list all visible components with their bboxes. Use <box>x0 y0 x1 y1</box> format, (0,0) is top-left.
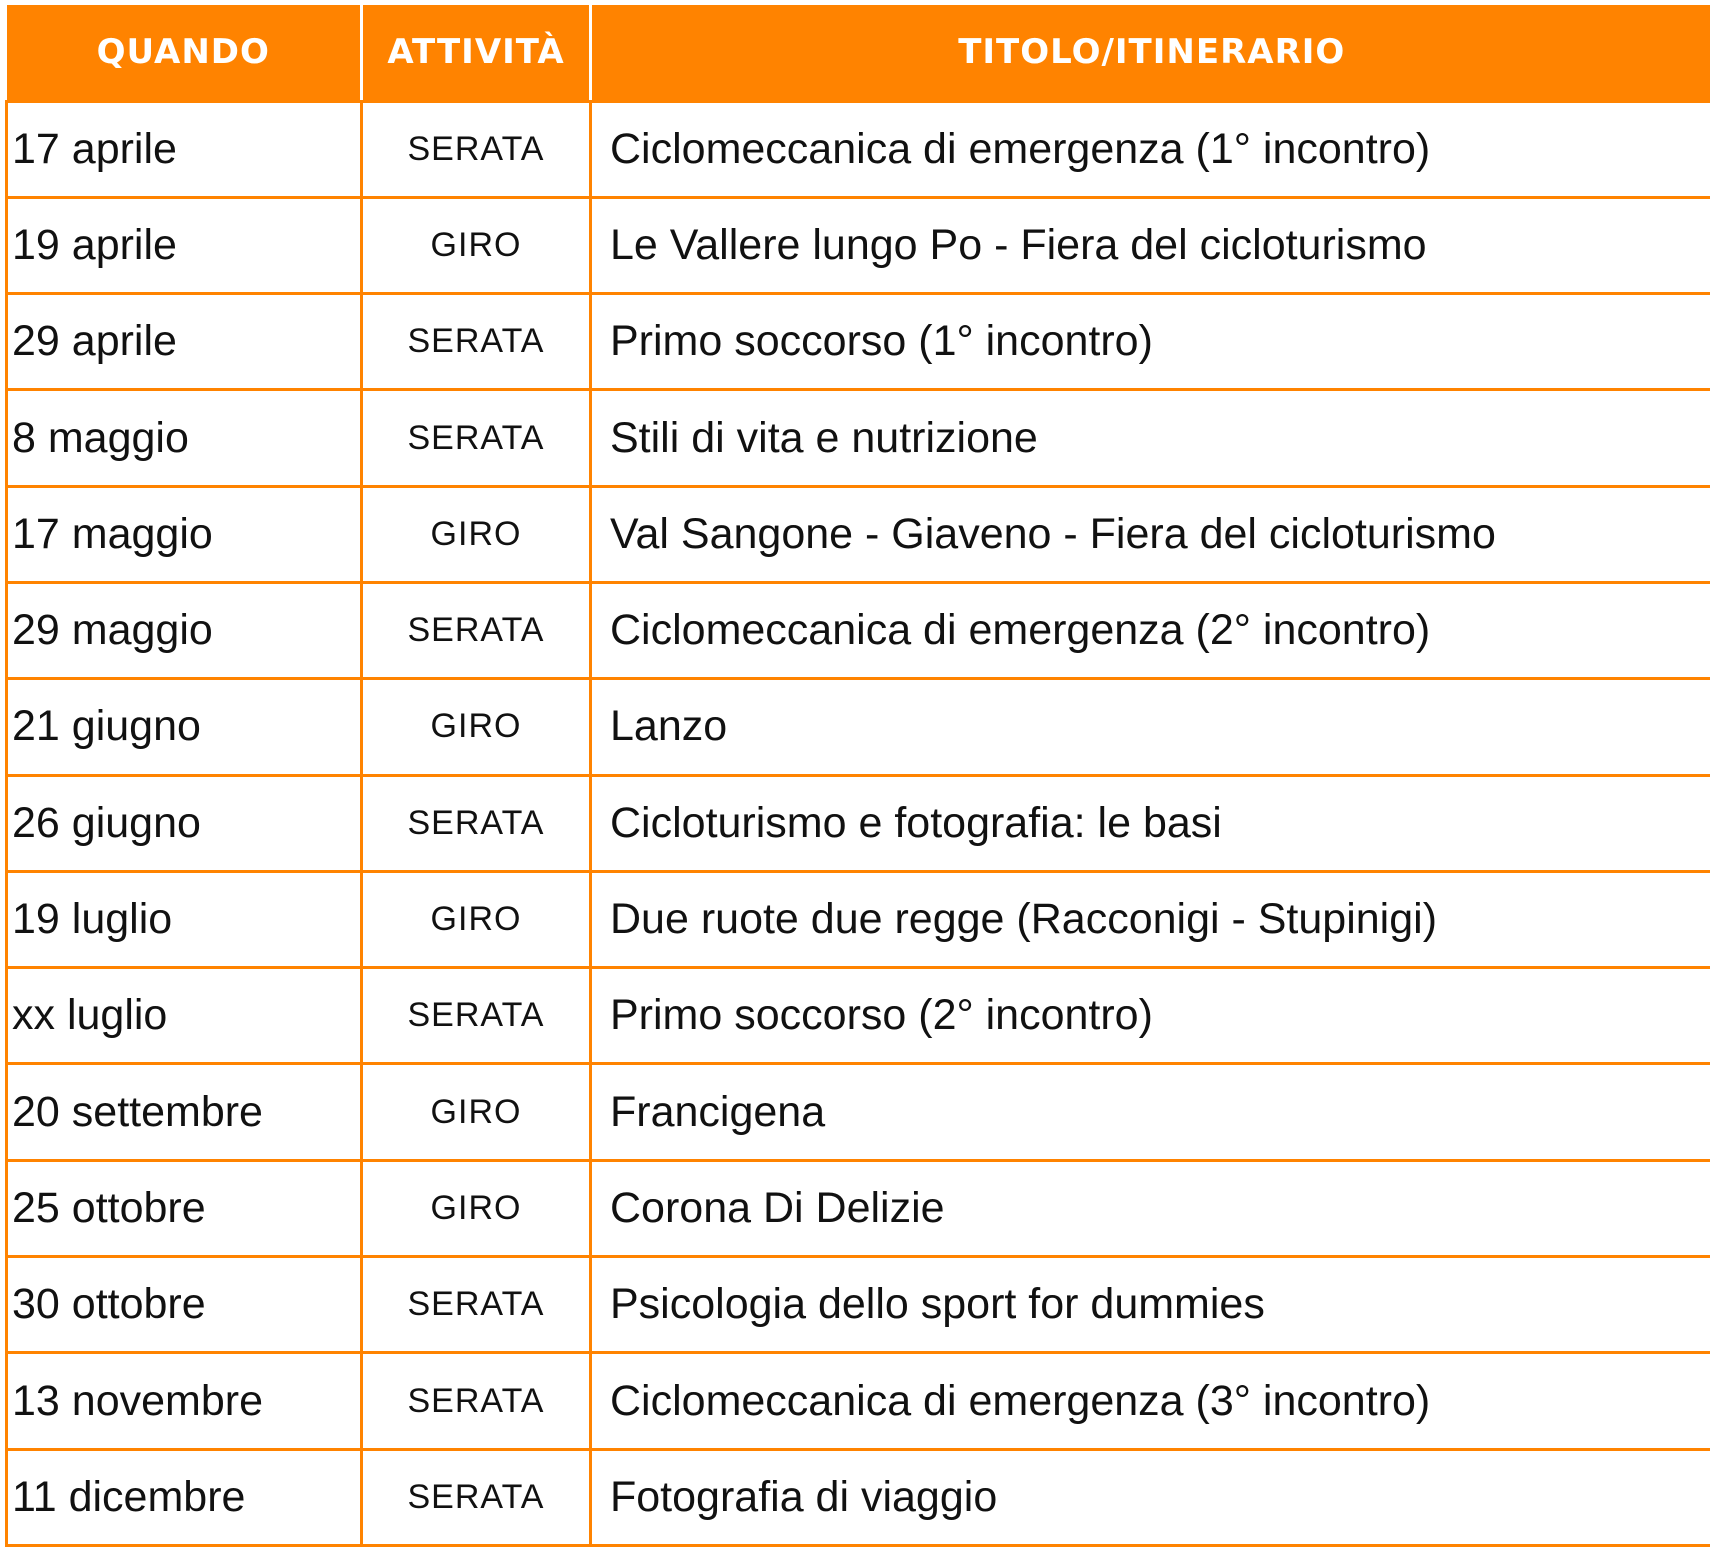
cell-activity: SERATA <box>362 1449 591 1545</box>
table-row <box>7 679 1710 775</box>
cell-activity: GIRO <box>362 1160 591 1256</box>
table-row <box>7 582 1710 678</box>
table-row <box>7 968 1710 1064</box>
header-activity: ATTIVITÀ <box>362 5 591 101</box>
cell-when: xx luglio <box>7 968 362 1064</box>
cell-activity: GIRO <box>362 679 591 775</box>
table-row <box>7 1449 1710 1545</box>
table-row <box>7 871 1710 967</box>
cell-activity: SERATA <box>362 968 591 1064</box>
cell-when: 29 maggio <box>7 582 362 678</box>
cell-title: Primo soccorso (1° incontro) <box>591 294 1710 390</box>
header-row <box>7 5 1710 101</box>
table-row <box>7 101 1710 197</box>
cell-when: 26 giugno <box>7 775 362 871</box>
cell-title: Val Sangone - Giaveno - Fiera del cicloturismo <box>591 486 1710 582</box>
cell-when: 21 giugno <box>7 679 362 775</box>
cell-when: 30 ottobre <box>7 1257 362 1353</box>
cell-activity: GIRO <box>362 1064 591 1160</box>
cell-activity: SERATA <box>362 1257 591 1353</box>
cell-title: Corona Di Delizie <box>591 1160 1710 1256</box>
cell-title: Due ruote due regge (Racconigi - Stupinigi) <box>591 871 1710 967</box>
table-row <box>7 1257 1710 1353</box>
table-row <box>7 294 1710 390</box>
cell-title: Ciclomeccanica di emergenza (3° incontro) <box>591 1353 1710 1449</box>
cell-title: Ciclomeccanica di emergenza (2° incontro) <box>591 582 1710 678</box>
cell-title: Cicloturismo e fotografia: le basi <box>591 775 1710 871</box>
cell-activity: GIRO <box>362 486 591 582</box>
cell-activity: SERATA <box>362 775 591 871</box>
table-row <box>7 197 1710 293</box>
cell-when: 13 novembre <box>7 1353 362 1449</box>
cell-activity: SERATA <box>362 1353 591 1449</box>
cell-title: Stili di vita e nutrizione <box>591 390 1710 486</box>
cell-when: 19 aprile <box>7 197 362 293</box>
cell-when: 17 aprile <box>7 101 362 197</box>
cell-when: 29 aprile <box>7 294 362 390</box>
cell-when: 11 dicembre <box>7 1449 362 1545</box>
table-row <box>7 1353 1710 1449</box>
cell-title: Le Vallere lungo Po - Fiera del cicloturismo <box>591 197 1710 293</box>
schedule-table <box>5 5 1710 1547</box>
table-header <box>7 5 1710 101</box>
cell-title: Lanzo <box>591 679 1710 775</box>
header-title: TITOLO/ITINERARIO <box>591 5 1710 101</box>
cell-title: Ciclomeccanica di emergenza (1° incontro) <box>591 101 1710 197</box>
table-row <box>7 390 1710 486</box>
cell-when: 25 ottobre <box>7 1160 362 1256</box>
table-row <box>7 486 1710 582</box>
cell-activity: SERATA <box>362 101 591 197</box>
table-row <box>7 1160 1710 1256</box>
table-row <box>7 1064 1710 1160</box>
cell-when: 20 settembre <box>7 1064 362 1160</box>
cell-title: Francigena <box>591 1064 1710 1160</box>
cell-title: Fotografia di viaggio <box>591 1449 1710 1545</box>
cell-when: 19 luglio <box>7 871 362 967</box>
cell-activity: SERATA <box>362 294 591 390</box>
cell-when: 17 maggio <box>7 486 362 582</box>
cell-title: Primo soccorso (2° incontro) <box>591 968 1710 1064</box>
table-body <box>7 101 1710 1546</box>
header-when: QUANDO <box>7 5 362 101</box>
cell-activity: SERATA <box>362 390 591 486</box>
cell-activity: GIRO <box>362 871 591 967</box>
cell-title: Psicologia dello sport for dummies <box>591 1257 1710 1353</box>
cell-when: 8 maggio <box>7 390 362 486</box>
cell-activity: SERATA <box>362 582 591 678</box>
cell-activity: GIRO <box>362 197 591 293</box>
table-row <box>7 775 1710 871</box>
